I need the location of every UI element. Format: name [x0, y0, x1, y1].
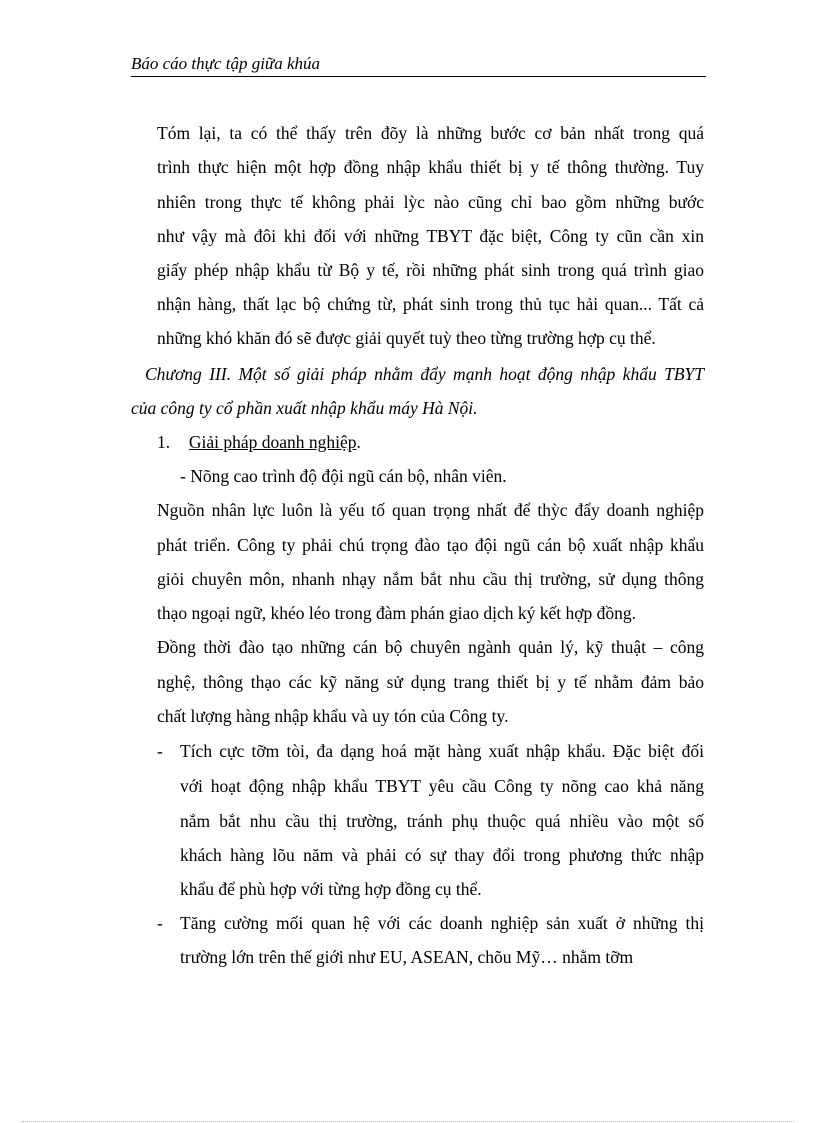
bullet-marker: -	[157, 913, 163, 933]
bullet-line: Tăng cường mối quan hệ với các doanh nghiệp sản xuất ở những thị	[180, 913, 704, 933]
paragraph-line: nhiên trong thực tế không phải lỳc nào cũng chỉ bao gồm những bước	[157, 192, 704, 212]
paragraph-line: Đồng thời đào tạo những cán bộ chuyên ngành quản lý, kỹ thuật – công	[157, 637, 704, 657]
section-title: Giải pháp doanh nghiệp	[188, 432, 357, 452]
bullet-line: khách hàng lõu năm và phải có sự thay đổi trong phương thức nhập	[180, 845, 704, 865]
paragraph-line: chất lượng hàng nhập khẩu và uy tón của Công ty.	[157, 706, 509, 726]
section-title-suffix: .	[356, 432, 361, 452]
page-header	[131, 53, 706, 77]
subpoint: - Nõng cao trình độ đội ngũ cán bộ, nhân viên.	[180, 466, 507, 486]
bullet-marker: -	[157, 741, 163, 761]
bullet-line: trường lớn trên thế giới như EU, ASEAN, chõu Mỹ… nhằm tỡm	[180, 947, 634, 967]
paragraph-line: nghệ, thông thạo các kỹ năng sử dụng trang thiết bị y tế nhằm đảm bảo	[157, 672, 704, 692]
bullet-line: với hoạt động nhập khẩu TBYT yêu cầu Công ty nõng cao khả năng	[180, 776, 704, 796]
paragraph-line: thạo ngoại ngữ, khéo léo trong đàm phán giao dịch ký kết hợp đồng.	[157, 603, 636, 623]
paragraph-line: giỏi chuyên môn, nhanh nhạy nắm bắt nhu cầu thị trường, sử dụng thông	[157, 569, 704, 589]
page-bottom-rule	[22, 1121, 794, 1122]
paragraph-line: những khó khăn đó sẽ được giải quyết tuỳ theo từng trường hợp cụ thể.	[157, 328, 656, 348]
paragraph-line: nhận hàng, thất lạc bộ chứng từ, phát sinh trong thủ tục hải quan... Tất cả	[157, 294, 704, 314]
section-number: 1.	[157, 432, 171, 452]
bullet-line: khẩu để phù hợp với từng hợp đồng cụ thể.	[180, 879, 482, 899]
paragraph-line: Tóm lại, ta có thể thấy trên đõy là những bước cơ bản nhất trong quá	[157, 123, 704, 143]
paragraph-line: như vậy mà đôi khi đối với những TBYT đặc biệt, Công ty cũn cần xin	[157, 226, 704, 246]
chapter-heading-line: Chương III. Một số giải pháp nhằm đẩy mạnh hoạt động nhập khẩu TBYT	[145, 364, 704, 384]
bullet-line: Tích cực tỡm tòi, đa dạng hoá mặt hàng xuất nhập khẩu. Đặc biệt đối	[180, 741, 704, 761]
section-heading	[157, 430, 361, 454]
paragraph-line: trình thực hiện một hợp đồng nhập khẩu thiết bị y tế thông thường. Tuy	[157, 157, 704, 177]
header-title: Báo cáo thực tập giữa khúa	[131, 54, 320, 73]
chapter-heading-line: của công ty cổ phần xuất nhập khẩu máy Hà Nội.	[131, 398, 478, 418]
bullet-line: nắm bắt nhu cầu thị trường, tránh phụ thuộc quá nhiều vào một số	[180, 811, 704, 831]
paragraph-line: Nguồn nhân lực luôn là yếu tố quan trọng nhất để thỳc đẩy doanh nghiệp	[157, 500, 704, 520]
paragraph-line: phát triển. Công ty phải chú trọng đào tạo đội ngũ cán bộ xuất nhập khẩu	[157, 535, 704, 555]
paragraph-line: giấy phép nhập khẩu từ Bộ y tế, rồi những phát sinh trong quá trình giao	[157, 260, 704, 280]
